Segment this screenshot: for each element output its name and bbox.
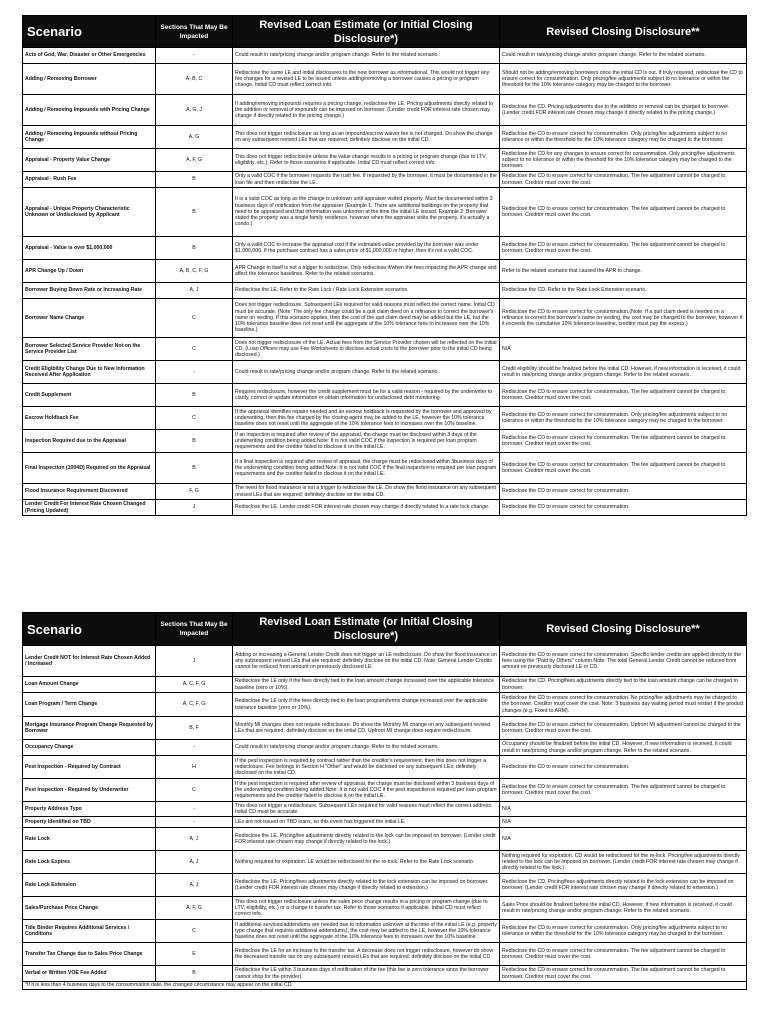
cell-le: Redisclose the same LE and initial disclosures to the new borrower as informational. This would not trigger any fee changes for a revised LE to be issued unless adding/removing a borrower causes a pricing or program change. Initial CD must reflect correct info. xyxy=(233,64,500,95)
cell-le: This does not trigger redisclosure unless the value change results in a pricing or program change (due to LTV, eligibility, etc.). Refer to those scenarios if applicable. Initial CD must reflect correct info. xyxy=(233,149,500,172)
cell-sections: A, J xyxy=(156,851,233,874)
table-row xyxy=(23,966,747,982)
header-revised-loan-estimate: Revised Loan Estimate (or Initial Closing Disclosure*) xyxy=(233,16,500,48)
cell-sections: A, F, G xyxy=(156,897,233,920)
cell-le: If the appraisal identifies repairs needed and an escrow holdback is requested by the borrower and approved by underwriting, then this fee charged by the closing agent may be added to the LE, however the 10% tolerance baseline does not reset until the aggregate of the 10% tolerance fees to increases over the 10% baseline. xyxy=(233,407,500,430)
cell-le: Monthly MI changes does not require redisclosure. Do show the Monthly MI change on any subsequent revised LEs that are required; definitely disclose on the initial CD. Upfront MI change does require redisclosure. xyxy=(233,717,500,740)
table-row xyxy=(23,717,747,740)
cell-scenario: Occupancy Change xyxy=(23,740,156,756)
cell-cd: Redisclose the CD for any changes to ensure correct for consummation. Only pricing/fee adjustments subject to no tolerance or within the threshold for the 10% tolerance category may be charged to the borrower. xyxy=(500,149,747,172)
cell-cd: Redisclose the CD to ensure correct for consummation. Only pricing/fee adjustments subject to no tolerance or within the threshold for the 10% tolerance category may be charged to the borrower. xyxy=(500,407,747,430)
table-row xyxy=(23,361,747,384)
header-scenario: Scenario xyxy=(23,16,156,48)
table-row xyxy=(23,943,747,966)
cell-cd: Redisclose the CD. Pricing/fees adjustments directly tied to the loan amount change can be charged to borrower. xyxy=(500,677,747,693)
cell-scenario: Title Binder Requires Additional Services / Conditions xyxy=(23,920,156,943)
cell-cd: Redisclose the CD to ensure correct for consummation. xyxy=(500,500,747,516)
cell-scenario: Loan Amount Change xyxy=(23,677,156,693)
table-row xyxy=(23,430,747,453)
cell-cd: Redisclose the CD to ensure correct for consummation. The fee adjustment cannot be charged to borrower. Creditor must cover the cost. xyxy=(500,966,747,982)
cell-le: Adding or increasing a General Lender Credit does not trigger an LE redisclosure. Do show the flood insurance on any subsequent revised LEs that are required; definitely disclose on the initial CD. Note: General Lender Credits cannot be reduced from amount on previously disclosed LE. xyxy=(233,646,500,677)
cell-sections: C xyxy=(156,920,233,943)
cell-scenario: Escrow Holdback Fee xyxy=(23,407,156,430)
cell-scenario: Pest Inspection - Required by Contract xyxy=(23,756,156,779)
cell-le: Does not trigger redisclosure of the LE. Actual fees from the Service Provider chosen will be reflected on the Initial CD. (Loan Officers may use Fee Worksheets to disclose actual costs to the borrower prior to the initial CD being disclosed.) xyxy=(233,338,500,361)
cell-cd: Nothing required for expiration. CD would be redisclosed for the re-lock. Pricing/fee adjustments directly related to the lock can be imposed on borrower. (Lender credit FOR interest rate chosen may change if directly related to the lock.) xyxy=(500,851,747,874)
header-revised-loan-estimate: Revised Loan Estimate (or Initial Closing Disclosure*) xyxy=(233,613,500,646)
cell-le: Redisclose the LE within 3 business days of notification of the fee (this fee is zero tolerance since the borrower cannot shop for the provider). xyxy=(233,966,500,982)
table-row xyxy=(23,283,747,299)
table-row xyxy=(23,407,747,430)
cell-le: Redisclose the LE only if the fees directly tied to the loan program/terms change increased over the applicable tolerance baseline (zero or 10%). xyxy=(233,693,500,717)
cell-sections: B, F xyxy=(156,717,233,740)
header-revised-closing-disclosure: Revised Closing Disclosure** xyxy=(500,16,747,48)
cell-sections: B xyxy=(156,188,233,237)
cell-le: Requires redisclosure, however the credit supplement must be for a valid reason - required by the underwriter to clarify, correct or update information or obtain information for undisclosed debt monitoring. xyxy=(233,384,500,407)
table-row xyxy=(23,828,747,851)
cell-sections: J xyxy=(156,646,233,677)
cell-scenario: Property Identified on TBD xyxy=(23,817,156,828)
cell-cd: Redisclose the CD to ensure correct for consummation. The fee adjustment cannot be charged to borrower. Creditor must cover the cost. xyxy=(500,453,747,484)
cell-scenario: Borrower Name Change xyxy=(23,299,156,338)
table-row xyxy=(23,126,747,149)
table-row xyxy=(23,64,747,95)
cell-cd: Redisclose the CD to ensure correct for consummation.(Note: If a quit claim deed is needed on a refinance to correct the borrower's name on vesting, the cost may be charged to the borrower, however if it exceeds the cumulative 10% tolerance baseline, creditor must pay the excess.) xyxy=(500,299,747,338)
table-row xyxy=(23,149,747,172)
cell-cd: Redisclose the CD to ensure correct for consummation. The fee adjustment cannot be charged to borrower. Creditor must cover the cost. xyxy=(500,237,747,260)
table-row xyxy=(23,817,747,828)
table-row xyxy=(23,740,747,756)
cell-le: The need for flood insurance is not a trigger to redisclose the LE. Do show the flood insurance on any subsequent revised LEs that are required; definitely disclose on the initial CD. xyxy=(233,484,500,500)
cell-cd: Should not be adding/removing borrowers once the initial CD is out. If truly required, redisclose the CD to ensure correct for consummation. Only pricing/fee adjustments subject to no tolerance or within the threshold for the 10% tolerance category may be charged to the borrower. xyxy=(500,64,747,95)
table-row xyxy=(23,693,747,717)
cell-le: Redisclose the LE only if the fees directly tied to the loan amount change increased over the applicable tolerance baseline (zero or 10%). xyxy=(233,677,500,693)
cell-scenario: Rate Lock xyxy=(23,828,156,851)
table-row xyxy=(23,500,747,516)
cell-sections: B xyxy=(156,172,233,188)
cell-sections: B xyxy=(156,966,233,982)
cell-cd: Credit eligibility should be finalized before the initial CD. However, if new information is received, it could result in rate/pricing change and/or program change. Refer to the related scenario. xyxy=(500,361,747,384)
cell-le: Could result in rate/pricing change and/or program change. Refer to the related scenario. xyxy=(233,361,500,384)
cell-sections: A, C, F, G xyxy=(156,693,233,717)
table-row xyxy=(23,260,747,283)
changed-circumstances-table-part-1 xyxy=(22,15,746,516)
cell-cd: Occupancy should be finalized before the initial CD. However, if new information is received, it could result in rate/pricing change and/or program change. Refer to the related scenario. xyxy=(500,740,747,756)
cell-scenario: Sales/Purchase Price Change xyxy=(23,897,156,920)
cell-sections: C xyxy=(156,299,233,338)
cell-sections: - xyxy=(156,802,233,817)
table-row xyxy=(23,48,747,64)
cell-sections: B xyxy=(156,384,233,407)
cell-sections: A, G xyxy=(156,126,233,149)
cell-sections: B xyxy=(156,237,233,260)
cell-le: Only a valid COC to increase the appraisal cost if the estimated value provided by the borrower was under $1,000,000. If the purchase contract has a sales price of $1,000,000 or higher, then it's not a valid COC. xyxy=(233,237,500,260)
cell-scenario: Property Address Typo xyxy=(23,802,156,817)
cell-sections: C xyxy=(156,407,233,430)
cell-scenario: Loan Program / Term Change xyxy=(23,693,156,717)
table-row xyxy=(23,453,747,484)
cell-scenario: Borrower Selected Service Provider Not on the Service Provider List xyxy=(23,338,156,361)
table-body-part-1 xyxy=(23,48,747,516)
cell-sections: A, B, C xyxy=(156,64,233,95)
cell-cd: Redisclose the CD to ensure correct for consummation. The fee adjustment cannot be charged to borrower. Creditor must cover the cost. xyxy=(500,384,747,407)
cell-scenario: APR Change Up / Down xyxy=(23,260,156,283)
cell-sections: C xyxy=(156,338,233,361)
cell-cd: Could result in rate/pricing change and/or program change. Refer to the related scenario. xyxy=(500,48,747,64)
cell-scenario: Appraisal - Rush Fee xyxy=(23,172,156,188)
cell-scenario: Borrower Buying Down Rate or Increasing Rate xyxy=(23,283,156,299)
header-revised-closing-disclosure: Revised Closing Disclosure** xyxy=(500,613,747,646)
cell-sections: B xyxy=(156,430,233,453)
table-row xyxy=(23,677,747,693)
cell-sections: A, F, G xyxy=(156,149,233,172)
cell-scenario: Credit Eligibility Change Due to New Information Received After Application xyxy=(23,361,156,384)
cell-sections: A, J xyxy=(156,874,233,897)
cell-le: If the pest inspection is required after review of appraisal, the charge must be disclosed within 3 business days of the underwriting condition being added.Note: It is not valid COC if the pest inspection is required per loan program requirements and the creditor failed to disclose it on the initial LE. xyxy=(233,779,500,802)
cell-le: If adding/removing impounds requires a pricing change, redisclose the LE. Pricing adjustments directly related to the addition or removal of impounds can be imposed on borrower. (Lender credit FOR interest rate chosen may change if directly related to the pricing change.) xyxy=(233,95,500,126)
table-row xyxy=(23,802,747,817)
table-row xyxy=(23,851,747,874)
cell-sections: H xyxy=(156,756,233,779)
cell-cd: Redisclose the CD to ensure correct for consummation. No pricing/fee adjustments may be charged to the borrower. Creditor must cover the cost. Note: 3 business day waiting period must restart if the product changes (e.g. Fixed to ARM). xyxy=(500,693,747,717)
cell-sections: A, G, J xyxy=(156,95,233,126)
cell-le: Redisclose the LE. Refer to the Rate Lock / Rate Lock Extension scenarios. xyxy=(233,283,500,299)
cell-cd: N/A xyxy=(500,817,747,828)
cell-sections: J xyxy=(156,500,233,516)
cell-sections: E xyxy=(156,943,233,966)
header-sections-impacted: Sections That May Be Impacted xyxy=(156,16,233,48)
cell-scenario: Credit Supplement xyxy=(23,384,156,407)
cell-cd: Redisclose the CD to ensure correct for consummation. The fee adjustment cannot be charged to borrower. Creditor must cover the cost. xyxy=(500,943,747,966)
cell-cd: N/A xyxy=(500,338,747,361)
cell-sections: - xyxy=(156,740,233,756)
cell-sections: B xyxy=(156,453,233,484)
cell-scenario: Rate Lock Expires xyxy=(23,851,156,874)
cell-le: Redisclose the LE. Lender credit FOR interest rate chosen may change if directly related to a rate lock change. xyxy=(233,500,500,516)
cell-le: Redisclose the LE for an increase to the transfer tax. A decrease does not trigger redisclosure, however do show the decreased transfer tax on any subsequent revised LEs that are required; definitely disclose on the initial CD. xyxy=(233,943,500,966)
cell-cd: Redisclose the CD to ensure correct for consummation. The fee adjustment cannot be charged to borrower. Creditor must cover the cost. xyxy=(500,779,747,802)
cell-sections: A, J xyxy=(156,828,233,851)
cell-sections: F, G xyxy=(156,484,233,500)
cell-cd: N/A xyxy=(500,802,747,817)
cell-scenario: Verbal or Written VOE Fee Added xyxy=(23,966,156,982)
table-row xyxy=(23,779,747,802)
cell-scenario: Appraisal - Property Value Change xyxy=(23,149,156,172)
cell-scenario: Mortgage Insurance Program Change Requested by Borrower xyxy=(23,717,156,740)
cell-cd: Redisclose the CD. Pricing adjustments due to the addition or removal can be charged to borrower. (Lender credit FOR interest rate chosen may change if directly related to the pricing change.) xyxy=(500,95,747,126)
cell-sections: A, C, F, G xyxy=(156,677,233,693)
table-row xyxy=(23,646,747,677)
cell-scenario: Adding / Removing Impounds with Pricing Change xyxy=(23,95,156,126)
cell-scenario: Transfer Tax Change due to Sales Price Change xyxy=(23,943,156,966)
table-row xyxy=(23,484,747,500)
cell-le: Could result in rate/pricing change and/or program change. Refer to the related scenario. xyxy=(233,740,500,756)
cell-sections: C xyxy=(156,779,233,802)
cell-scenario: Lender Credit For Interest Rate Chosen Changed (Pricing Updated) xyxy=(23,500,156,516)
cell-cd: Redisclose the CD to ensure correct for consummation. xyxy=(500,756,747,779)
cell-cd: Redisclose the CD to ensure correct for consummation. The fee adjustment cannot be charged to borrower. Creditor must cover the cost. xyxy=(500,430,747,453)
cell-scenario: Adding / Removing Impounds without Pricing Change xyxy=(23,126,156,149)
table-row xyxy=(23,874,747,897)
cell-sections: A, B, C, F, G xyxy=(156,260,233,283)
cell-le: Does not trigger redisclosure. Subsequent LEs required for valid reasons must reflect the correct name. Initial CD must be accurate. (Note: The only fee change could be a quit claim deed on a refinance to correct the borrower's name on vesting. If this scenario applies, then the cost of the quit claim deed may be added but the LE, but the 10% tolerance baseline does not reset until the aggregate of the 10% tolerance fees to increases over the 10% baseline.) xyxy=(233,299,500,338)
table-row xyxy=(23,237,747,260)
table-row xyxy=(23,172,747,188)
cell-sections: - xyxy=(156,48,233,64)
table-row xyxy=(23,188,747,237)
table-row xyxy=(23,756,747,779)
cell-cd: Redisclose the CD to ensure correct for consummation. The fee adjustment cannot be charged to borrower. Creditor must cover the cost. xyxy=(500,172,747,188)
cell-le: Redisclose the LE. Pricing/fee adjustments directly related to the lock can be imposed on borrower. (Lender credit FOR interest rate chosen may change if directly related to the lock.) xyxy=(233,828,500,851)
cell-cd: Redisclose the CD to ensure correct for consummation. The fee adjustment cannot be charged to borrower. Creditor must cover the cost. xyxy=(500,188,747,237)
table-row xyxy=(23,384,747,407)
table-row xyxy=(23,95,747,126)
cell-scenario: Flood Insurance Requirement Discovered xyxy=(23,484,156,500)
cell-cd: Redisclose the CD to ensure correct for consummation. Only pricing/fee adjustments subject to no tolerance or within the threshold for the 10% tolerance category may be charged to the borrower. xyxy=(500,126,747,149)
table-row xyxy=(23,897,747,920)
cell-cd: Refer to the related scenario that caused the APR to change. xyxy=(500,260,747,283)
cell-le: This does not trigger a redisclosure. Subsequent LEs required for valid reasons must reflect the correct address. Initial CD must be accurate. xyxy=(233,802,500,817)
cell-scenario: Acts of God, War, Disaster or Other Emergencies xyxy=(23,48,156,64)
table-row xyxy=(23,920,747,943)
table-row xyxy=(23,299,747,338)
cell-cd: Sales Price should be finalized before the initial CD. However, if new information is received, it could result in rate/pricing change and/or program change. Refer to the related scenario. xyxy=(500,897,747,920)
cell-cd: N/A xyxy=(500,828,747,851)
changed-circumstances-table-part-2 xyxy=(22,612,746,990)
cell-le: If additional services/addendums are needed due to information unknown at the time of the initial LE (e.g. property type change that requires additional addendums), the cost may be added to the LE, however the 10% tolerance baseline does not reset until the aggregate of the 10% tolerance fees to increases over the 10% baseline. xyxy=(233,920,500,943)
header-scenario: Scenario xyxy=(23,613,156,646)
cell-le: It is a valid COC as long as the change is unknown until appraiser visited property. Must be documented within 3 business days of notification from the appraiser (Example 1: There are additional buildings on the property that need to be appraised and that information was unknown at the time the initial LE issued. Example 2: Borrower stated the property was a single family residence, however when the appraiser visits the property, it's actually a condo.) xyxy=(233,188,500,237)
cell-cd: Redisclose the CD. Refer to the Rate Lock Extension scenario. xyxy=(500,283,747,299)
cell-le: If the pest inspection is required by contract rather than the creditor's requirement, then this does not trigger a redisclosure. Fee belongs in Section H "Other" and would be disclosed on any subsequent LEs; definitely disclosed on the initial CD. xyxy=(233,756,500,779)
cell-le: Could result in rate/pricing change and/or program change. Refer to the related scenario. xyxy=(233,48,500,64)
cell-le: Only a valid COC if the borrower requests the rush fee. If requested by the borrower, it must be documented in the loan file and then redisclose the LE. xyxy=(233,172,500,188)
cell-le: This does not trigger redisclosure unless the sales price change results in a pricing or program change (due to LTV, eligibility, etc.) or a change to transfer tax. Refer to those scenarios if applicable. Initial CD must reflect correct info. xyxy=(233,897,500,920)
cell-scenario: Appraisal - Value is over $1,000,000 xyxy=(23,237,156,260)
cell-le: If a final inspection is required after review of appraisal, the charge must be redisclosed within 3business days of the underwriting condition being added.Note: It is not valid COC if the final inspection is required per loan program requirements and the creditor failed to disclose it on the initial LE. xyxy=(233,453,500,484)
cell-scenario: Inspection Required due to the Appraisal xyxy=(23,430,156,453)
cell-le: Redisclose the LE. Pricing/fees adjustments directly related to the lock extension can be imposed on borrower. (Lender credit FOR interest rate chosen may change if directly related to extension.) xyxy=(233,874,500,897)
cell-scenario: Pest Inspection - Required by Underwriter xyxy=(23,779,156,802)
cell-cd: Redisclose the CD to ensure correct for consummation. Only pricing/fee adjustments subject to no tolerance or within the threshold for the 10% tolerance category may be charged to the borrower. xyxy=(500,920,747,943)
header-sections-impacted: Sections That May Be Impacted xyxy=(156,613,233,646)
cell-scenario: Final Inspection (1004D) Required on the Appraisal xyxy=(23,453,156,484)
cell-scenario: Lender Credit NOT for Interest Rate Chosen Added / Increased xyxy=(23,646,156,677)
cell-scenario: Appraisal - Unique Property Characteristic Unknown or Undisclosed by Applicant xyxy=(23,188,156,237)
cell-scenario: Rate Lock Extension xyxy=(23,874,156,897)
cell-sections: - xyxy=(156,817,233,828)
cell-le: LEs are not issued on TBD loans, so this event has triggered the initial LE. xyxy=(233,817,500,828)
cell-le: Nothing required for expiration. LE would be redisclosed for the re-lock. Refer to the Rate Lock scenario. xyxy=(233,851,500,874)
cell-le: APR Change in itself is not a trigger to redisclose. Only redisclose if/when the fees impacting the APR change and affect the tolerance baselines. Refer to the related scenarios. xyxy=(233,260,500,283)
cell-cd: Redisclose the CD to ensure correct for consummation. xyxy=(500,484,747,500)
cell-le: If an inspection is required after review of the appraisal, the charge must be disclosed within 3 days of the underwriting condition being added.Note: It is not valid COC if the inspection is required per loan program requirements and the creditor failed to disclose it on the initial LE. xyxy=(233,430,500,453)
cell-cd: Redisclose the CD to ensure correct for consummation. Upfront MI adjustment cannot be charged to the borrower. Creditor must cover the cost. xyxy=(500,717,747,740)
cell-cd: Redisclose the CD. Pricing/fees adjustments directly related to the lock extension can be imposed on borrower. (Lender credit FOR interest rate chosen may change if directly related to extension.) xyxy=(500,874,747,897)
cell-scenario: Adding / Removing Borrower xyxy=(23,64,156,95)
cell-cd: Redisclose the CD to ensure correct for consummation. Specific lender credits are applied directly to the fees using the "Paid by Others" column.Note: The total General Lender Credit cannot be reduced from amount on previously disclosed LE or CD. xyxy=(500,646,747,677)
cell-sections: A, J xyxy=(156,283,233,299)
cell-sections: - xyxy=(156,361,233,384)
cell-le: This does not trigger redisclosure as long as an impound/escrow waiver fee is not charged. Do show the change on any subsequent revised LEs that are required; definitely disclose on the initial CD. xyxy=(233,126,500,149)
table-row xyxy=(23,338,747,361)
footnote: *If it is less than 4 business days to the consummation date, the changed circumstance may appear on the initial CD. xyxy=(23,982,747,990)
table-body-part-2 xyxy=(23,646,747,982)
